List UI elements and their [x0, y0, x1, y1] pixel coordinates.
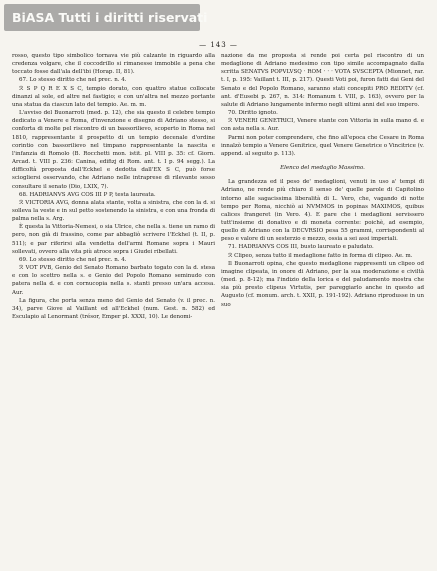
watermark-banner	[4, 4, 208, 31]
section-heading: Elenco del medaglio Massimo.	[280, 165, 365, 172]
watermark-text: BiASA Tutti i diritti riservati	[12, 10, 208, 25]
paragraph: 71. HADRIANVS COS III, busto laureato e paludato.	[228, 244, 374, 251]
paragraph: rosso, questo tipo simbolico tornava vie più calzante in riguardo alla credenza volgare, che il coccodrillo si rimanesse immobile a pena che toccato fosse dall'ala dell'ibi (Horap. II, 81).	[12, 53, 215, 76]
paragraph: L'avviso del Buonarroti (med. p. 12), che sia questo il celebre tempio dedicato a Venere e Roma, d'invenzione e disegno di Adriano stesso, si conforta di molte pel riscontro di un bassorilievo, scoperto in Roma nel 1810, rappresentante il prospetto di un tempio decenale d'ordine corintio con bassorilievo nel timpano rappresentante la nascita e l'infanzia di Romolo (B. Rocchetti mon. istit. pl. VIII p. 35: cf. Giorn. Arcad. t. VIII p. 236: Canina, edifizj di Rom. ant. t. I p. 94 segg.). La difficoltà proposta dall'Eckhel e dedotta dall'EX S C, può forse sciogliersi osservando, che Adriano nelle intraprese di rilevante sesso consultare il senato (Dio, LXIX, 7).	[12, 110, 215, 190]
right-column	[221, 52, 424, 564]
paragraph: ℛ Clipeo, senza tutto il medaglione fatto in forma di clipeo. Ae. m.	[228, 252, 413, 259]
paragraph: Parmi non poter comprendere, che fino all'epoca che Cesare in Roma innalzò tempio a Venere Genitrice, quel Venere Genetrice o Vincitrice (v. append. al seguito p. 113).	[221, 134, 424, 157]
paragraph: È questa la Vittoria-Nemesi, o sia Ulrice, che nella s. tiene un ramo di pero, non già di frassino, come par abbagliò scrivere l'Eckhel (t. II, p. 511); e par riferirsi alla vendetta dell'armi Romane sopra i Mauri sollevati, ovvero alla vita più atroce sopra i Giudei ribellati.	[12, 224, 215, 255]
paragraph: ℛ VENERI GENETRICI, Venere stante con Vittoria in sulla mano d. e con asta nella s. Aur.	[221, 118, 424, 133]
paragraph: La grandezza ed il peso de' medaglioni, venuti in uso a' tempi di Adriano, ne rende più chiaro il senso de' quelle parole di Capitolino intorno alle sagacissima liberalità di L. Vero, che, vagando di notte tempo per Roma, nicchiò ai NVMMOS in popinas MAXIMOS, quibus calices frangeret (in Vero. 4). E pare che i medaglioni servissero tutt'insieme di donativo e di moneta corrente: poichè, ad esempio, quello di Adriano con la DECVRSIO pesa 55 grammi, corrispondenti al peso e valore di un sesterzio e mezzo, ossia a sei assi imperiali.	[221, 179, 424, 243]
left-column	[12, 52, 215, 564]
paragraph: ℛ S P Q R E X S C, tempio dorato, con quattro statue collocate dinanzi al sole, ed altre nel fastigio; e con un'altra nel mezzo portante una statua da ciascun lato del tempio. Ae. m. m.	[12, 85, 215, 108]
paragraph: 68. HADRIANVS AVG COS III P P, testa laureata.	[19, 191, 156, 198]
paragraph: 70. Diritto ignoto.	[228, 110, 278, 117]
paragraph: 67. Lo stesso diritto che nel prec. n. 4.	[19, 77, 127, 84]
paragraph: 69. Lo stesso diritto che nel prec. n. 4.	[19, 256, 127, 263]
paragraph: nazione da me proposta si rende poi certa pel riscontro di un medaglione di Adriano medesimo con tipo simile accompagnato dalla scritta SENATVS POPVLVSQ · ROM · · · VOTA SVSCEPTA (Mionnet, rar. t. I, p. 195: Vaillant t. III, p. 217). Questi Voti poi, furon fatti dai Geni del Senato e del Popolo Romano, saranno stati concepiti PRO REDITV (cf. ant. d'Eusebi p. 267, n. 314: Romanum t. VIII, p. 163), ovvero per la salute di Adriano lungamente infermo negli ultimi anni del suo impero.	[221, 53, 424, 108]
paragraph: La figura, che porta senza meno del Genio del Senato (v. il prec. n. 34), parve Giove al Vaillant ed all'Eckhel (num. Gest. n. 582) ed Esculapio al Lenormant (trésor, Emper pl. XXXI, 10). Le denomi-	[12, 297, 215, 320]
page-number: — 143 —	[199, 41, 238, 49]
paragraph: ℛ VOT PVB, Genio del Senato Romano barbato togato con la d. stesa e con lo scettro nella s. e Genio del Popolo Romano seminudo con patera nella d. e con cornucopia nella s. stanti presso un'ara accesa. Aur.	[12, 265, 215, 296]
paragraph: Il Buonarroti opina, che questo medaglione rappresenti un clipeo od imagine clipeata, in onore di Adriano, per la sua moderazione e civiltà (med. p. 8-12); ma l'indizio della lorica e del paludamento mostra che sia più presto clipeus Virtutis, per pareggiarlo anche in questo ad Augusto (cf. monum. arch. t. XXII, p. 191-192). Adriano riprodusse in un suo	[221, 260, 424, 308]
paragraph: ℛ VICTORIA AVG, donna alata stante, volta a sinistra, che con la d. si solleva la veste e in sul petto sostenendo la sinistra, e con una fronda di palma nella s. Arg.	[12, 199, 215, 223]
